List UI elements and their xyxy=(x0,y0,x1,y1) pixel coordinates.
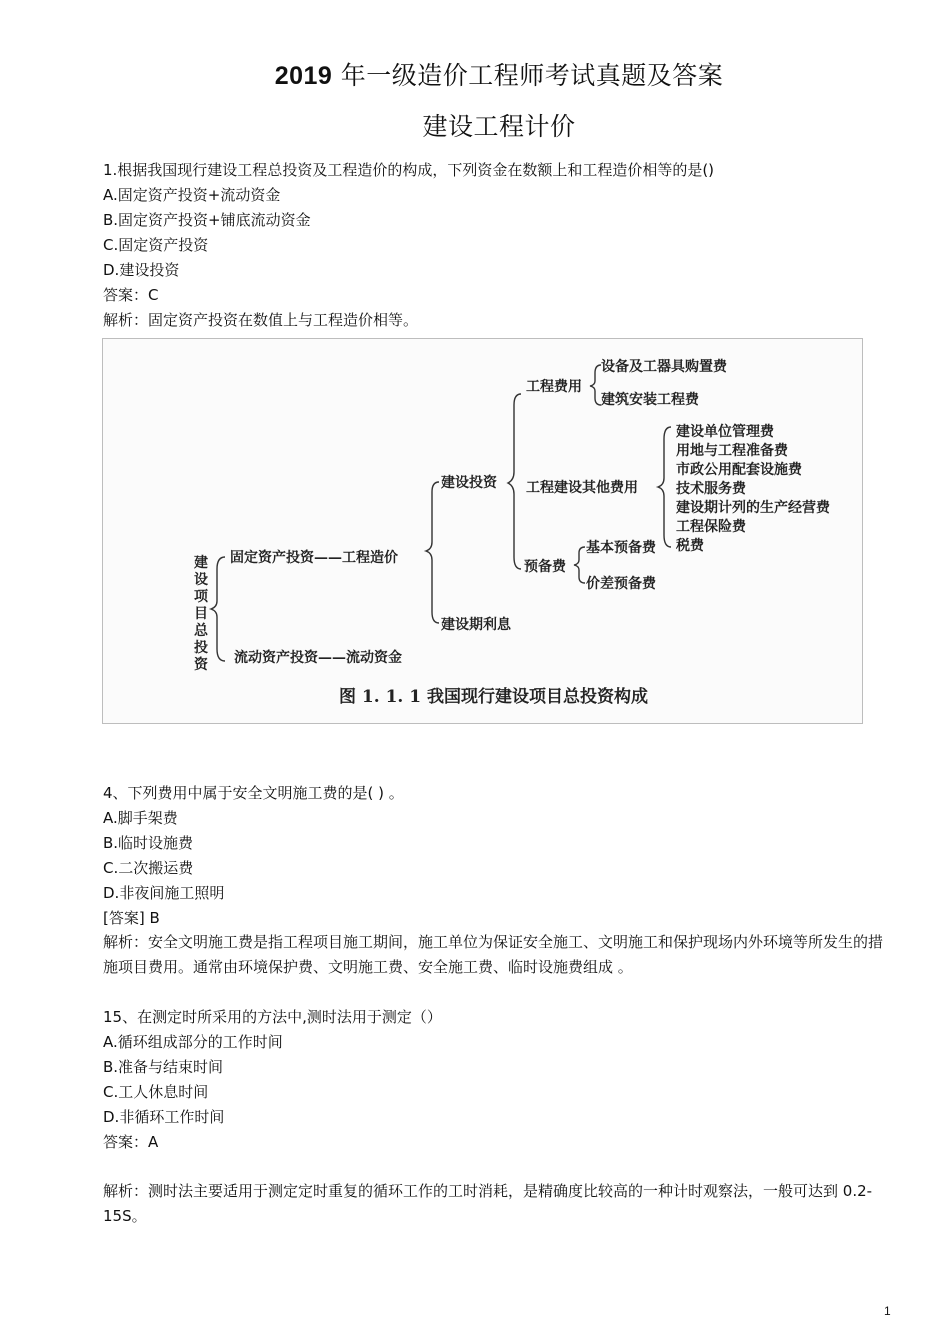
cost-brace xyxy=(426,482,439,623)
title-year: 2019 xyxy=(274,62,333,90)
reserve-item: 价差预备费 xyxy=(586,576,656,592)
root-char: 资 xyxy=(194,657,208,673)
eng-cost-brace xyxy=(590,365,601,405)
document-title xyxy=(0,56,950,92)
page-number: 1 xyxy=(884,1304,891,1318)
q15-option-a: A.循环组成部分的工作时间 xyxy=(103,1033,283,1051)
eng-cost-label: 工程费用 xyxy=(526,379,582,395)
q15-option-d: D.非循环工作时间 xyxy=(103,1108,225,1126)
q1-answer: 答案：C xyxy=(103,286,159,304)
q15-question: 15、在测定时所采用的方法中,测时法用于测定（） xyxy=(103,1008,442,1026)
eng-item: 建筑安装工程费 xyxy=(601,392,699,408)
q1-option-d: D.建设投资 xyxy=(103,261,180,279)
root-char: 项 xyxy=(194,589,208,605)
reserve-item: 基本预备费 xyxy=(586,540,656,556)
reserve-label: 预备费 xyxy=(524,559,566,575)
q15-option-b: B.准备与结束时间 xyxy=(103,1058,224,1076)
root-char: 投 xyxy=(194,640,208,656)
other-item: 建设单位管理费 xyxy=(676,424,774,440)
q4-option-b: B.临时设施费 xyxy=(103,834,194,852)
q15-answer: 答案：A xyxy=(103,1133,159,1151)
other-item: 建设期计列的生产经营费 xyxy=(676,500,830,516)
q1-option-b: B.固定资产投资+铺底流动资金 xyxy=(103,211,311,229)
other-item: 市政公用配套设施费 xyxy=(676,462,802,478)
figure-caption: 图 1. 1. 1 我国现行建设项目总投资构成 xyxy=(339,687,648,707)
other-item: 工程保险费 xyxy=(676,519,746,535)
other-item: 税费 xyxy=(676,538,704,554)
root-char: 总 xyxy=(194,623,208,639)
q4-option-c: C.二次搬运费 xyxy=(103,859,194,877)
q1-option-c: C.固定资产投资 xyxy=(103,236,209,254)
investment-structure-figure xyxy=(102,338,863,724)
root-brace xyxy=(211,557,225,661)
current-asset-label: 流动资产投资——流动资金 xyxy=(234,650,402,666)
other-item: 技术服务费 xyxy=(676,481,746,497)
q15-option-c: C.工人休息时间 xyxy=(103,1083,209,1101)
interest-label: 建设期利息 xyxy=(441,617,511,633)
root-char: 建 xyxy=(194,555,208,571)
investment-structure-diagram xyxy=(103,339,862,723)
other-item: 用地与工程准备费 xyxy=(676,443,788,459)
eng-item: 设备及工器具购置费 xyxy=(601,359,727,375)
q4-answer: [答案] B xyxy=(103,909,160,927)
q1-analysis: 解析：固定资产投资在数值上与工程造价相等。 xyxy=(103,311,419,329)
build-invest-label: 建设投资 xyxy=(441,475,497,491)
root-char: 设 xyxy=(194,572,208,588)
document-subtitle: 建设工程计价 xyxy=(422,112,576,141)
q15-analysis: 解析：测时法主要适用于测定定时重复的循环工作的工时消耗，是精确度比较高的一种计时观察法，一般可达到 0.2-15S。 xyxy=(103,1182,873,1225)
title-main: 年一级造价工程师考试真题及答案 xyxy=(340,61,724,90)
fixed-asset-label: 固定资产投资——工程造价 xyxy=(230,550,398,566)
other-cost-brace xyxy=(658,427,671,547)
q1-option-a: A.固定资产投资+流动资金 xyxy=(103,186,281,204)
reserve-brace xyxy=(574,547,585,583)
q4-option-a: A.脚手架费 xyxy=(103,809,178,827)
q4-option-d: D.非夜间施工照明 xyxy=(103,884,225,902)
build-invest-brace xyxy=(508,394,521,569)
q4-question: 4、下列费用中属于安全文明施工费的是( ) 。 xyxy=(103,784,404,802)
q1-question: 1.根据我国现行建设工程总投资及工程造价的构成，下列资金在数额上和工程造价相等的是() xyxy=(103,161,715,179)
q4-analysis: 解析：安全文明施工费是指工程项目施工期间，施工单位为保证安全施工、文明施工和保护现场内外环境等所发生的措施项目费用。通常由环境保护费、文明施工费、安全施工费、临时设施费组成 。 xyxy=(103,933,884,976)
other-cost-label: 工程建设其他费用 xyxy=(526,480,638,496)
root-char: 目 xyxy=(194,606,208,622)
